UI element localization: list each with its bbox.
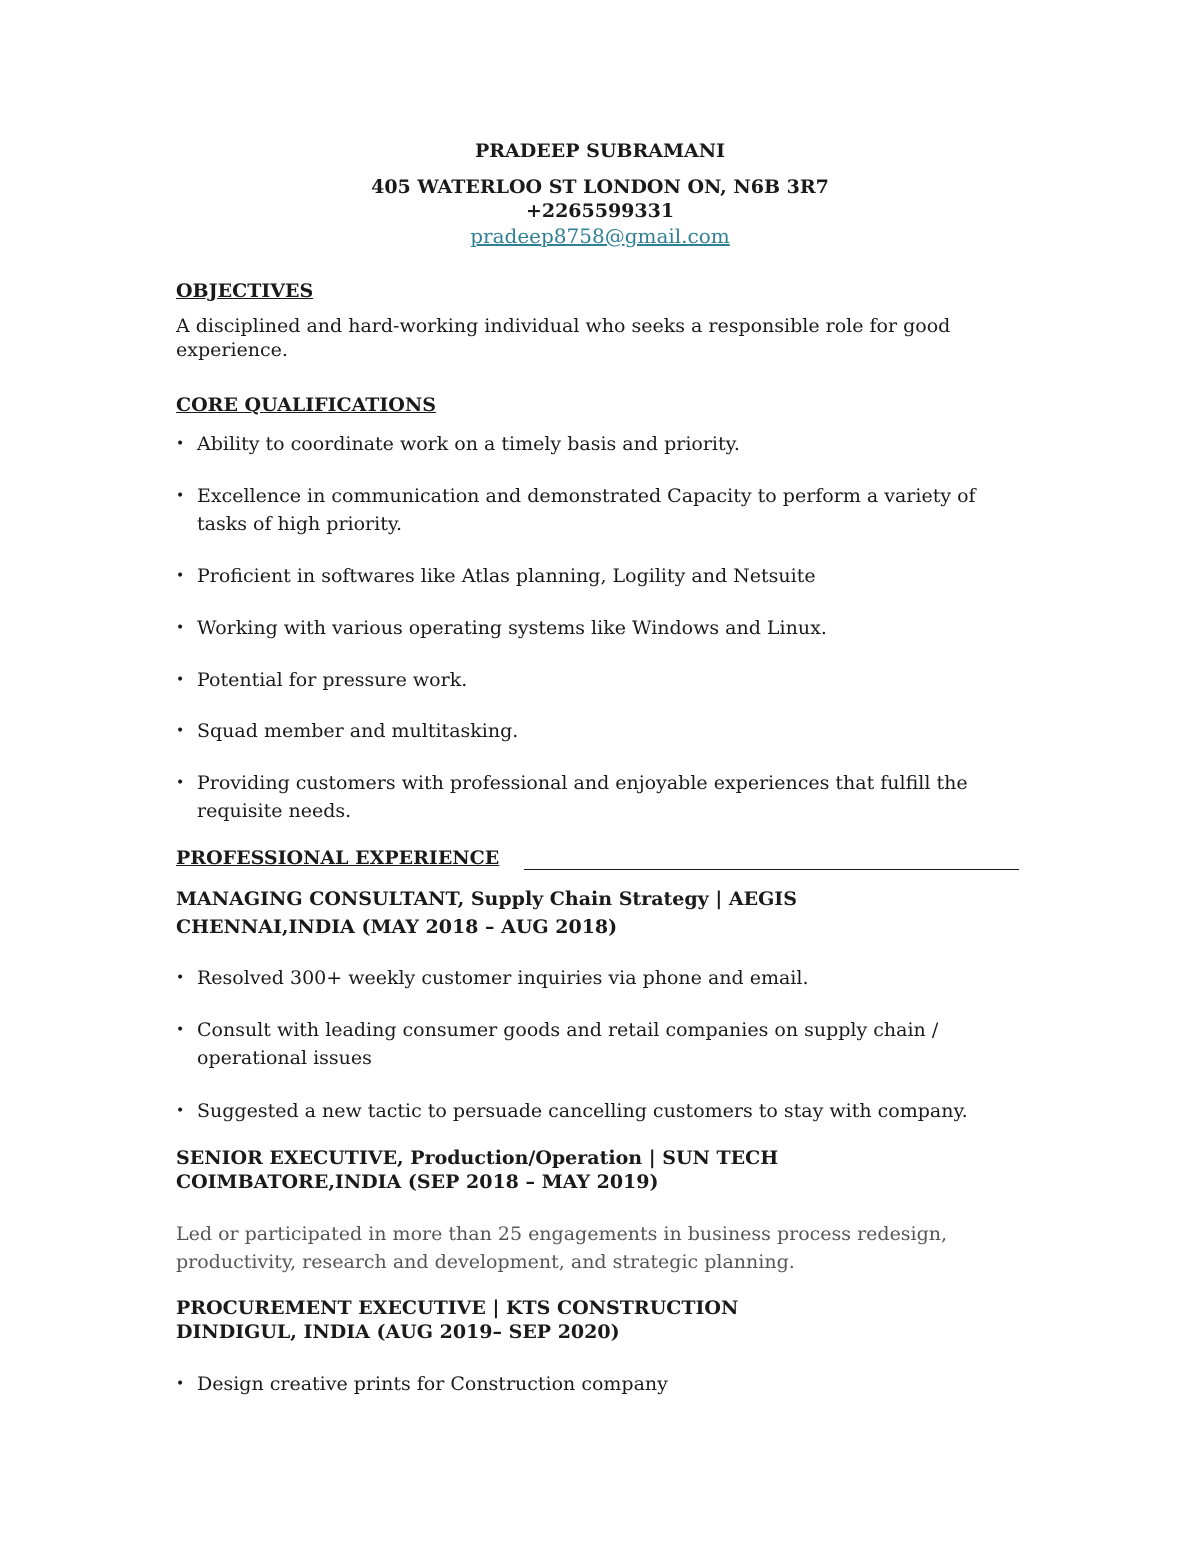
job-location-dates: COIMBATORE,INDIA (SEP 2018 – MAY 2019) [176,1171,659,1193]
address: 405 WATERLOO ST LONDON ON, N6B 3R7 [371,176,829,198]
qualification-text: Working with various operating systems like Windows and Linux. [197,617,827,639]
bullet-icon: • [176,568,185,584]
job-title: PROCUREMENT EXECUTIVE | KTS CONSTRUCTION [176,1297,739,1319]
bullet-icon: • [176,1376,185,1392]
list-item [176,430,1026,458]
bullet-icon: • [176,970,185,986]
bullet-icon: • [176,775,185,791]
bullet-icon: • [176,672,185,688]
responsibility-text: Suggested a new tactic to persuade cancelling customers to stay with company. [197,1100,968,1122]
list-item [176,769,1026,825]
email-link[interactable]: pradeep8758@gmail.com [470,224,730,248]
job-location-dates: CHENNAI,INDIA (MAY 2018 – AUG 2018) [176,916,618,938]
professional-experience-heading: PROFESSIONAL EXPERIENCE [176,847,500,869]
list-item [176,666,1026,694]
heading-rule [524,869,1019,870]
responsibility-text: Consult with leading consumer goods and retail companies on supply chain / operational issues [197,1019,939,1069]
phone-number: +2265599331 [525,200,675,222]
objectives-heading: OBJECTIVES [176,280,314,302]
qualification-text: Ability to coordinate work on a timely basis and priority. [197,433,740,455]
qualification-text: Proficient in softwares like Atlas planning, Logility and Netsuite [197,565,816,587]
qualification-text: Excellence in communication and demonstrated Capacity to perform a variety of tasks of high priority. [197,485,976,535]
bullet-icon: • [176,436,185,452]
bullet-icon: • [176,1103,185,1119]
bullet-icon: • [176,1022,185,1038]
bullet-icon: • [176,620,185,636]
qualification-text: Providing customers with professional and enjoyable experiences that fulfill the requisite needs. [197,772,968,822]
job-description: Led or participated in more than 25 engagements in business process redesign, productivity, research and development, and strategic planning. [176,1223,948,1273]
list-item [176,562,1026,590]
job-title: SENIOR EXECUTIVE, Production/Operation | SUN TECH [176,1147,779,1169]
qualification-text: Squad member and multitasking. [197,720,519,742]
list-item [176,1370,1026,1398]
list-item [176,614,1026,642]
responsibility-text: Design creative prints for Construction company [197,1373,668,1395]
bullet-icon: • [176,723,185,739]
job-location-dates: DINDIGUL, INDIA (AUG 2019– SEP 2020) [176,1321,620,1343]
candidate-name: PRADEEP SUBRAMANI [474,140,726,162]
core-qualifications-heading: CORE QUALIFICATIONS [176,394,436,416]
list-item [176,964,1026,992]
bullet-icon: • [176,488,185,504]
responsibility-text: Resolved 300+ weekly customer inquiries via phone and email. [197,967,809,989]
qualification-text: Potential for pressure work. [197,669,468,691]
list-item [176,717,1026,745]
job-title: MANAGING CONSULTANT, Supply Chain Strategy | AEGIS [176,888,797,910]
list-item [176,1016,1026,1072]
list-item [176,482,1026,538]
objectives-text: A disciplined and hard-working individual who seeks a responsible role for good experience. [176,315,951,361]
list-item [176,1097,1026,1125]
